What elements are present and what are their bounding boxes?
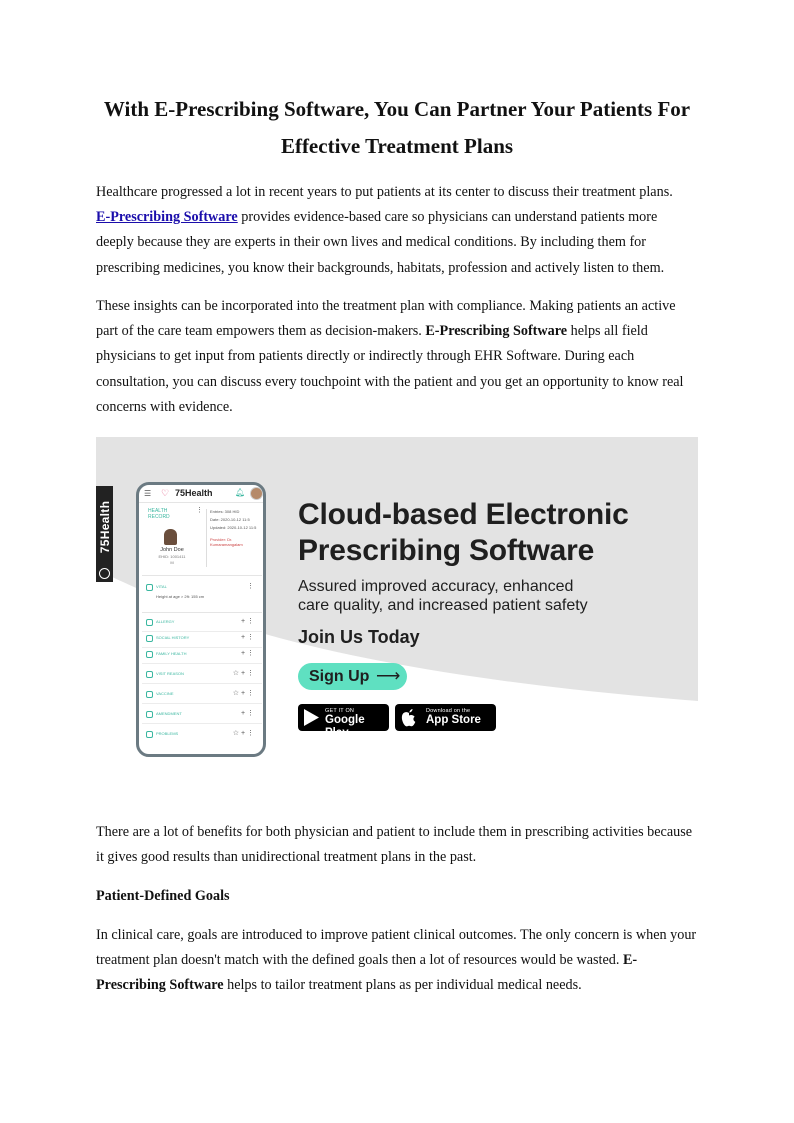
- family-health-icon: [146, 651, 153, 658]
- google-play-badge[interactable]: [298, 704, 389, 739]
- amendment-icon: [146, 711, 153, 718]
- add-icon: + ⋮: [240, 634, 254, 641]
- insights-text-start: These insights can be incorporated into the treatment plan with compliance. Making patients an active part of the care team empowers them as decision-makers.: [96, 298, 676, 340]
- phone-mockup: [136, 482, 266, 757]
- add-icon: + ⋮: [240, 710, 254, 717]
- row-label: VACCINE: [156, 691, 174, 696]
- brand-logo-icon: [99, 568, 110, 579]
- e-prescribing-link[interactable]: E-Prescribing Software: [96, 209, 238, 226]
- brand-side-tab: [96, 486, 113, 582]
- banner-headline: [298, 497, 688, 569]
- page-title: With E-Prescribing Software, You Can Partner Your Patients For Effective Treatment Plans: [103, 97, 691, 158]
- apple-icon: [400, 708, 418, 728]
- vaccine-icon: [146, 691, 153, 698]
- phone-brand: 75Health: [175, 488, 213, 498]
- vital-section: [142, 580, 262, 613]
- arrow-right-icon: ⟶: [376, 666, 401, 685]
- app-store-badge[interactable]: [395, 704, 496, 731]
- list-item: [142, 667, 262, 684]
- subheadline-line-2: care quality, and increased patient safety: [298, 597, 588, 614]
- goals-paragraph: [96, 923, 698, 999]
- social-history-icon: [146, 635, 153, 642]
- google-play-name: Google Play: [325, 714, 365, 739]
- headline-line-1: Cloud-based Electronic: [298, 498, 629, 531]
- avatar: [250, 487, 263, 500]
- subheadline-line-1: Assured improved accuracy, enhanced: [298, 578, 574, 595]
- meta-provider: Provider: Dr. Kumaramangalam: [210, 537, 243, 547]
- row-label: ALLERGY: [156, 619, 175, 624]
- insights-paragraph: [96, 294, 698, 420]
- patient-id: EHID: 1001411: [158, 554, 186, 559]
- headline-line-2: Prescribing Software: [298, 534, 595, 567]
- row-label: PROBLEMS: [156, 731, 179, 736]
- promo-banner[interactable]: [96, 437, 698, 800]
- health-record-card: [142, 505, 262, 576]
- goals-text-end: helps to tailor treatment plans as per individual medical needs.: [227, 977, 582, 994]
- problems-icon: [146, 731, 153, 738]
- goals-text-start: In clinical care, goals are introduced to improve patient clinical outcomes. The only concern is when your treatment plan doesn't match with the defined goals then a lot of resources would be wasted.: [96, 927, 697, 969]
- list-item: [142, 727, 262, 743]
- visit-reason-icon: [146, 671, 153, 678]
- list-item: [142, 631, 262, 648]
- intro-paragraph: [96, 180, 698, 281]
- vital-label: VITAL: [156, 584, 167, 589]
- patient-gender: M: [170, 560, 174, 565]
- meta-date: Date: 2020-10-12 11:5: [210, 517, 250, 522]
- patient-name: John Doe: [160, 547, 184, 553]
- add-icon: + ⋮: [240, 650, 254, 657]
- side-tab-brand: 75Health: [98, 500, 112, 554]
- insights-text-end: helps all field physicians to get input from patients directly or indirectly through EHR Software. During each consultation, you can discuss every touchpoint with the patient and you get an opportunity to know real concerns with evidence.: [96, 323, 684, 415]
- meta-updated: Updated: 2020-10-12 11:5: [210, 525, 257, 530]
- sign-up-button[interactable]: [298, 663, 407, 690]
- add-icon: + ⋮: [240, 618, 254, 625]
- patient-photo: [164, 529, 177, 545]
- health-record-label: HEALTH RECORD: [148, 508, 170, 520]
- app-store-caption: Download on the: [426, 708, 471, 714]
- benefits-paragraph: There are a lot of benefits for both physician and patient to include them in prescribing activities because it gives good results than unidirectional treatment plans in the past.: [96, 824, 693, 866]
- google-play-icon: [303, 708, 320, 727]
- star-add-icon: ☆ + ⋮: [232, 730, 254, 737]
- sign-up-label: Sign Up: [309, 668, 370, 685]
- star-add-icon: ☆ + ⋮: [232, 670, 254, 677]
- list-item: [142, 687, 262, 704]
- google-play-caption: GET IT ON: [325, 708, 355, 714]
- list-item: [142, 647, 262, 664]
- row-label: VISIT REASON: [156, 671, 184, 676]
- join-us-text: Join Us Today: [298, 627, 420, 647]
- chart-icon: ⋮: [247, 583, 254, 590]
- bell-icon: 🔔︎: [235, 488, 246, 497]
- allergy-icon: [146, 619, 153, 626]
- row-label: AMENDMENT: [156, 711, 182, 716]
- vital-detail: Height at age > 2ft: 155 cm: [156, 594, 205, 599]
- heart-logo-icon: ♡: [161, 488, 170, 498]
- app-store-name: App Store: [426, 714, 481, 726]
- insights-bold-term: E-Prescribing Software: [425, 323, 568, 340]
- star-add-icon: ☆ + ⋮: [232, 690, 254, 697]
- vital-icon: [146, 584, 153, 591]
- card-divider: [206, 509, 207, 567]
- list-item: [142, 707, 262, 724]
- section-heading-goals: Patient-Defined Goals: [96, 888, 230, 904]
- intro-text-start: Healthcare progressed a lot in recent years to put patients at its center to discuss their treatment plans.: [96, 184, 673, 200]
- banner-subheadline: [298, 577, 658, 615]
- row-label: FAMILY HEALTH: [156, 651, 187, 656]
- hamburger-menu-icon: ☰: [144, 489, 152, 498]
- meta-entries: Entries: 308 HID: [210, 509, 240, 514]
- phone-app-header: [139, 485, 263, 503]
- row-label: SOCIAL HISTORY: [156, 635, 190, 640]
- intro-text-end: provides evidence-based care so physicians can understand patients more deeply because they are experts in their own lives and medical conditions. By including them for prescribing medicines, you know their backgrounds, habitats, profession and actively listen to them.: [96, 209, 665, 276]
- goals-bold-term: E-Prescribing Software: [96, 952, 638, 994]
- more-options-icon: ⋮: [196, 507, 203, 514]
- list-item: [142, 615, 262, 632]
